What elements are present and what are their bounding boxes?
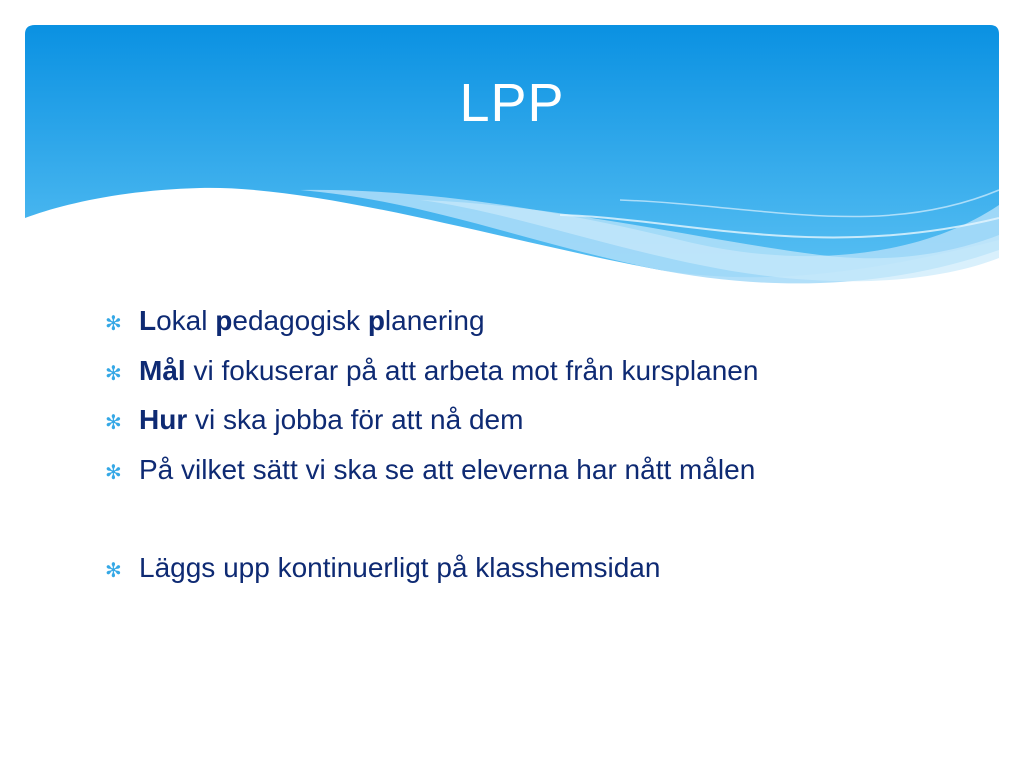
banner-fill bbox=[25, 25, 999, 277]
asterisk-icon: ✻ bbox=[105, 362, 122, 385]
text-run: lanering bbox=[384, 305, 485, 336]
bullet-item bbox=[105, 355, 985, 405]
slide-title: LPP bbox=[459, 73, 565, 133]
bold-text: Hur bbox=[139, 404, 188, 435]
text-run: Läggs upp kontinuerligt på klasshemsidan bbox=[139, 552, 661, 583]
text-run: På vilket sätt vi ska se att eleverna har nått målen bbox=[139, 453, 756, 485]
bullet-item bbox=[105, 404, 985, 454]
text-run: vi fokuserar på att arbeta mot från kursplanen bbox=[185, 354, 759, 386]
bullet-text bbox=[139, 552, 660, 584]
bold-text: p bbox=[367, 305, 385, 336]
wave-banner bbox=[0, 0, 1024, 300]
asterisk-icon: ✻ bbox=[105, 412, 122, 434]
bullet-item bbox=[105, 454, 985, 504]
asterisk-icon: ✻ bbox=[105, 461, 122, 484]
bullet-text bbox=[139, 404, 523, 436]
text-run: edagogisk bbox=[232, 305, 368, 336]
bold-text: p bbox=[215, 305, 233, 336]
header-banner bbox=[0, 0, 1024, 300]
bullet-text bbox=[139, 355, 758, 387]
bold-text: L bbox=[139, 305, 157, 336]
bold-text: Mål bbox=[139, 354, 186, 386]
asterisk-icon: ✻ bbox=[105, 560, 122, 582]
bullet-text bbox=[139, 454, 755, 486]
text-run: vi ska jobba för att nå dem bbox=[187, 404, 524, 435]
text-run: okal bbox=[156, 305, 216, 336]
bullet-item bbox=[105, 552, 985, 602]
bullet-text bbox=[139, 305, 485, 337]
bullet-item bbox=[105, 305, 985, 355]
bullet-list bbox=[105, 305, 985, 602]
asterisk-icon: ✻ bbox=[105, 313, 122, 335]
